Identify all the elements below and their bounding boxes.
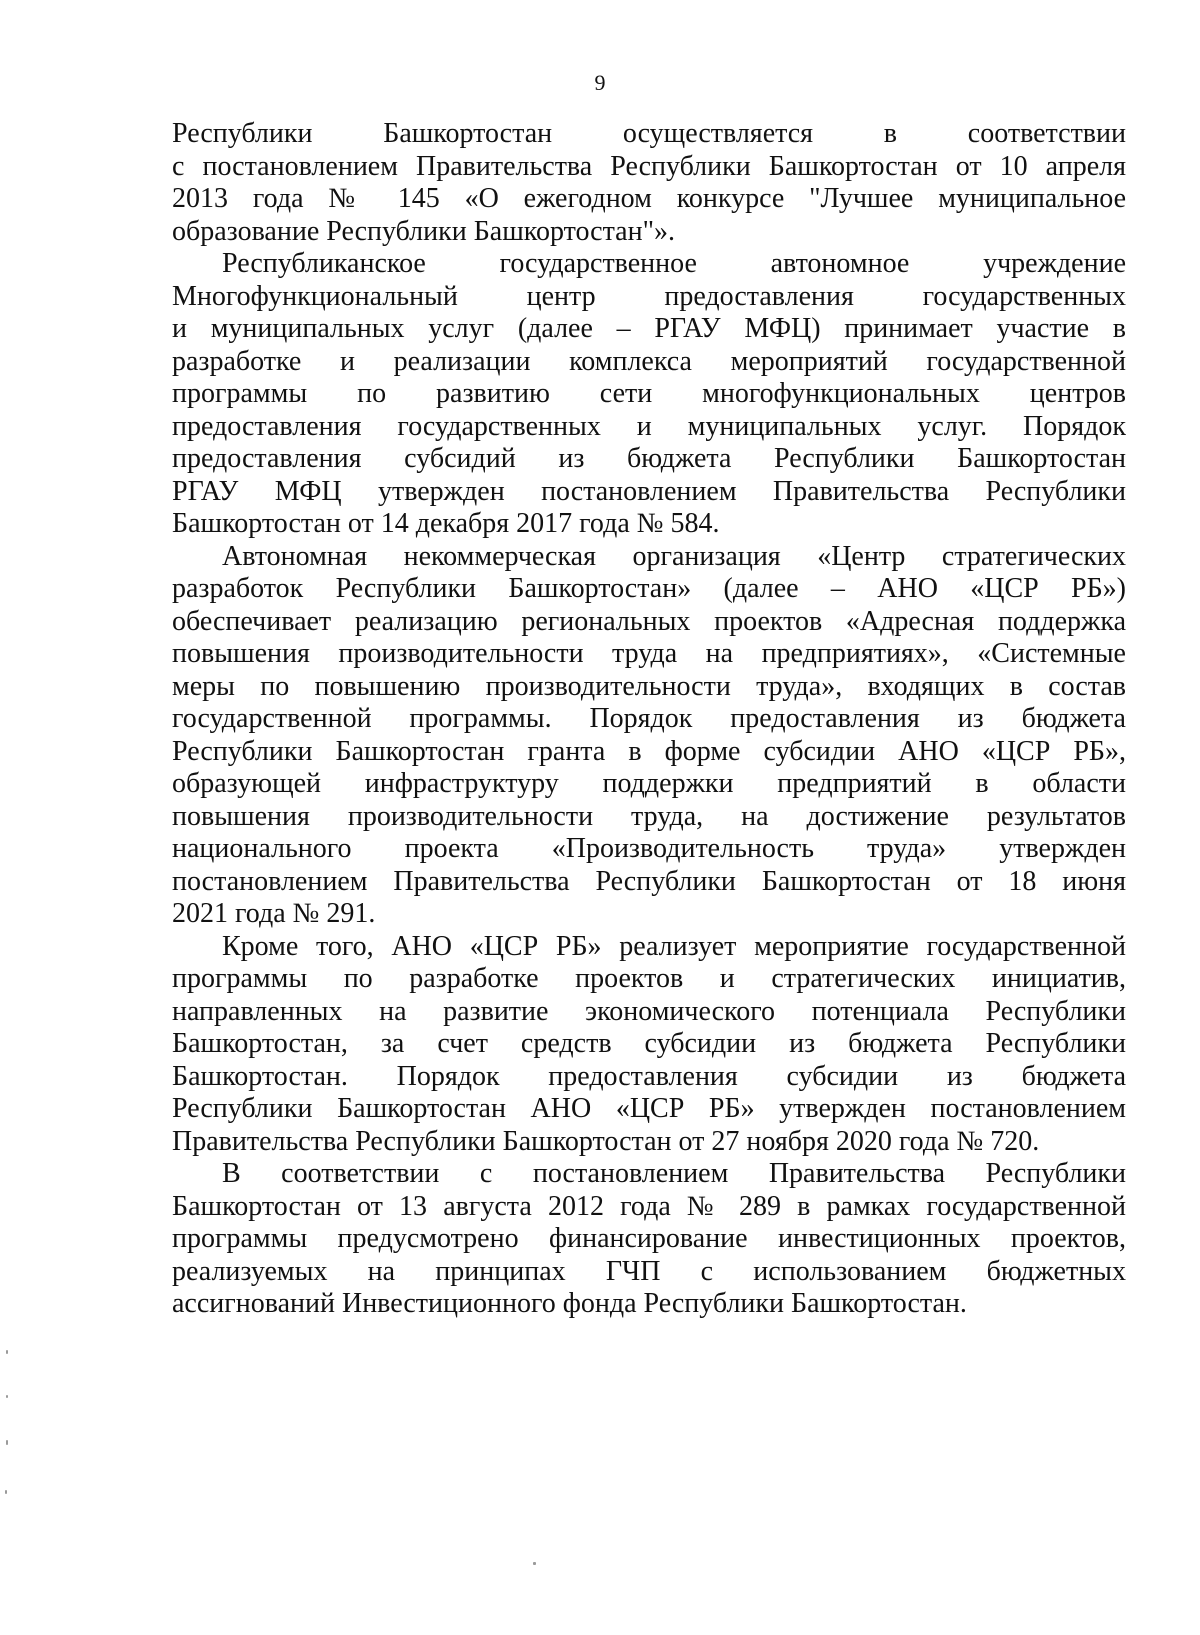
paragraph [172, 541, 1126, 931]
page-number: 9 [594, 70, 606, 95]
paragraph [172, 1158, 1126, 1321]
paragraph [172, 118, 1126, 248]
text-line: ассигнований Инвестиционного фонда Республики Башкортостан. [172, 1288, 967, 1319]
text-line: образование Республики Башкортостан"». [172, 215, 676, 247]
text-line: Многофункциональный центр предоставления государственных [172, 280, 1126, 312]
text-line: программы по разработке проектов и стратегических инициатив, [172, 963, 1126, 994]
scan-speck [6, 1395, 8, 1398]
scan-speck [6, 1350, 8, 1354]
text-line: направленных на развитие экономического потенциала Республики [172, 995, 1126, 1027]
text-line: Башкортостан, за счет средств субсидии из бюджета Республики [172, 1028, 1126, 1059]
text-line: предоставления субсидий из бюджета Республики Башкортостан [172, 443, 1126, 474]
paragraph [172, 248, 1126, 541]
text-line: обеспечивает реализацию региональных проектов «Адресная поддержка [172, 605, 1126, 637]
scan-speck [6, 1440, 8, 1445]
text-line: постановлением Правительства Республики Башкортостан от 18 июня [172, 865, 1126, 897]
text-line: Башкортостан от 14 декабря 2017 года № 584. [172, 508, 720, 539]
text-line: повышения производительности труда на предприятиях», «Системные [172, 638, 1126, 669]
text-line: программы предусмотрено финансирование инвестиционных проектов, [172, 1223, 1126, 1254]
text-line: национального проекта «Производительность труда» утвержден [172, 833, 1126, 864]
text-line: государственной программы. Порядок предоставления из бюджета [172, 703, 1126, 734]
text-line: программы по развитию сети многофункциональных центров [172, 378, 1126, 409]
document-body [172, 118, 1126, 1321]
text-line: Правительства Республики Башкортостан от 27 ноября 2020 года № 720. [172, 1125, 1040, 1157]
text-line: образующей инфраструктуру поддержки предприятий в области [172, 768, 1126, 799]
text-line: реализуемых на принципах ГЧП с использованием бюджетных [172, 1255, 1126, 1287]
text-line: разработок Республики Башкортостан» (далее – АНО «ЦСР РБ») [172, 573, 1126, 604]
text-line: В соответствии с постановлением Правительства Республики [222, 1158, 1126, 1189]
text-line: разработке и реализации комплекса мероприятий государственной [172, 345, 1126, 377]
text-line: РГАУ МФЦ утвержден постановлением Правительства Республики [172, 475, 1126, 507]
text-line: Республики Башкортостан АНО «ЦСР РБ» утвержден постановлением [172, 1093, 1126, 1124]
text-line: Автономная некоммерческая организация «Центр стратегических [222, 540, 1126, 572]
text-line: с постановлением Правительства Республики Башкортостан от 10 апреля [172, 150, 1126, 182]
text-line: меры по повышению производительности труда», входящих в состав [172, 670, 1126, 702]
text-line: Башкортостан от 13 августа 2012 года № 289 в рамках государственной [172, 1190, 1126, 1222]
text-line: Республики Башкортостан гранта в форме субсидии АНО «ЦСР РБ», [172, 735, 1126, 767]
text-line: и муниципальных услуг (далее – РГАУ МФЦ) принимает участие в [172, 313, 1126, 344]
text-line: 2013 года № 145 «О ежегодном конкурсе "Лучшее муниципальное [172, 183, 1126, 214]
text-line: Республиканское государственное автономное учреждение [222, 248, 1126, 279]
paragraph [172, 931, 1126, 1159]
text-line: Кроме того, АНО «ЦСР РБ» реализует мероприятие государственной [222, 930, 1126, 962]
text-line: Башкортостан. Порядок предоставления субсидии из бюджета [172, 1060, 1126, 1092]
text-line: предоставления государственных и муниципальных услуг. Порядок [172, 410, 1126, 442]
text-line: повышения производительности труда, на достижение результатов [172, 800, 1126, 832]
text-line: 2021 года № 291. [172, 898, 376, 929]
scan-speck [5, 1490, 7, 1494]
scan-speck [533, 1562, 536, 1565]
text-line: Республики Башкортостан осуществляется в соответствии [172, 118, 1126, 149]
